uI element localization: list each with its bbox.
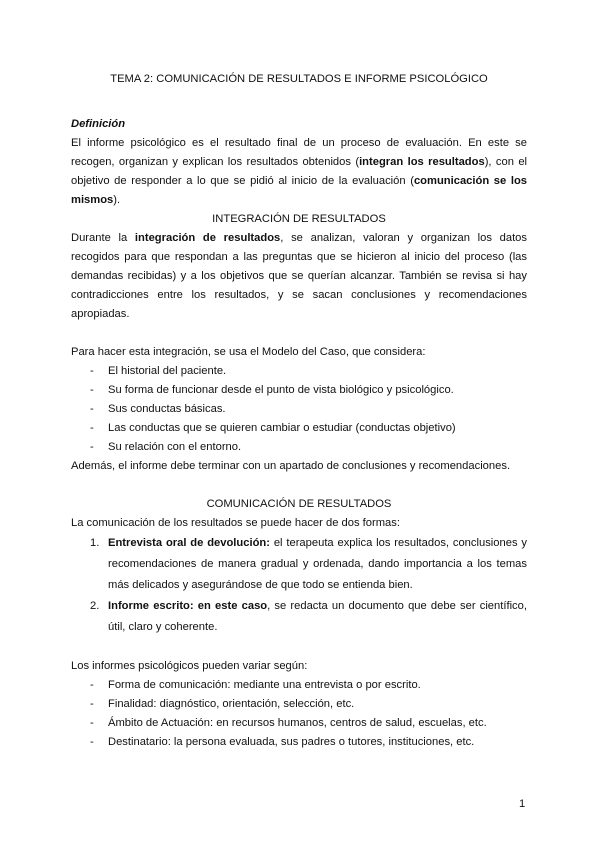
integration-heading: INTEGRACIÓN DE RESULTADOS [212, 213, 386, 225]
list-item: - Su forma de funcionar desde el punto de vista biológico y psicológico. [71, 381, 527, 400]
list-item: - El historial del paciente. [71, 362, 527, 381]
page-number: 1 [519, 798, 526, 810]
communication-forms-list [71, 533, 527, 638]
list-item: - Las conductas que se quieren cambiar o estudiar (conductas objetivo) [71, 419, 527, 438]
definition-paragraph: El informe psicológico es el resultado final de un proceso de evaluación. En este se recogen, organizan y explican los resultados obtenidos (integran los resultados), con el objetivo de responder a lo que se pidió al inicio de la evaluación (comunicación se los mismos). [71, 137, 528, 206]
case-model-list [71, 362, 527, 457]
list-item: - Ámbito de Actuación: en recursos humanos, centros de salud, escuelas, etc. [71, 714, 527, 733]
variation-intro: Los informes psicológicos pueden variar según: [71, 660, 308, 672]
communication-intro: La comunicación de los resultados se puede hacer de dos formas: [71, 517, 400, 529]
variation-list [71, 676, 527, 752]
definition-heading: Definición [71, 118, 126, 130]
conclusions-note: Además, el informe debe terminar con un apartado de conclusiones y recomendaciones. [71, 460, 511, 472]
list-item: 2. Informe escrito: en este caso, se redacta un documento que debe ser científico, útil, claro y coherente. [90, 600, 527, 633]
document-page [71, 70, 527, 752]
list-item: - Finalidad: diagnóstico, orientación, selección, etc. [71, 695, 527, 714]
list-item: 1. Entrevista oral de devolución: el terapeuta explica los resultados, conclusiones y recomendaciones de manera gradual y ordenada, dando importancia a los temas más delicados y asegurándose de que todo se entienda bien. [90, 537, 527, 591]
list-item: - Sus conductas básicas. [71, 400, 527, 419]
list-item: - Destinatario: la persona evaluada, sus padres o tutores, instituciones, etc. [71, 733, 527, 752]
case-model-intro: Para hacer esta integración, se usa el Modelo del Caso, que considera: [71, 346, 426, 358]
integration-paragraph: Durante la integración de resultados, se analizan, valoran y organizan los datos recogidos para que respondan a las preguntas que se hicieron al inicio del proceso (las demandas recibidas) y a los objetivos que se querían alcanzar. También se revisa si hay contradicciones entre los resultados, y se sacan conclusiones y recomendaciones apropiadas. [71, 232, 527, 320]
page-title: TEMA 2: COMUNICACIÓN DE RESULTADOS E INFORME PSICOLÓGICO [110, 73, 488, 85]
communication-heading: COMUNICACIÓN DE RESULTADOS [206, 498, 392, 510]
list-item: - Su relación con el entorno. [71, 438, 527, 457]
list-item: - Forma de comunicación: mediante una entrevista o por escrito. [71, 676, 527, 695]
